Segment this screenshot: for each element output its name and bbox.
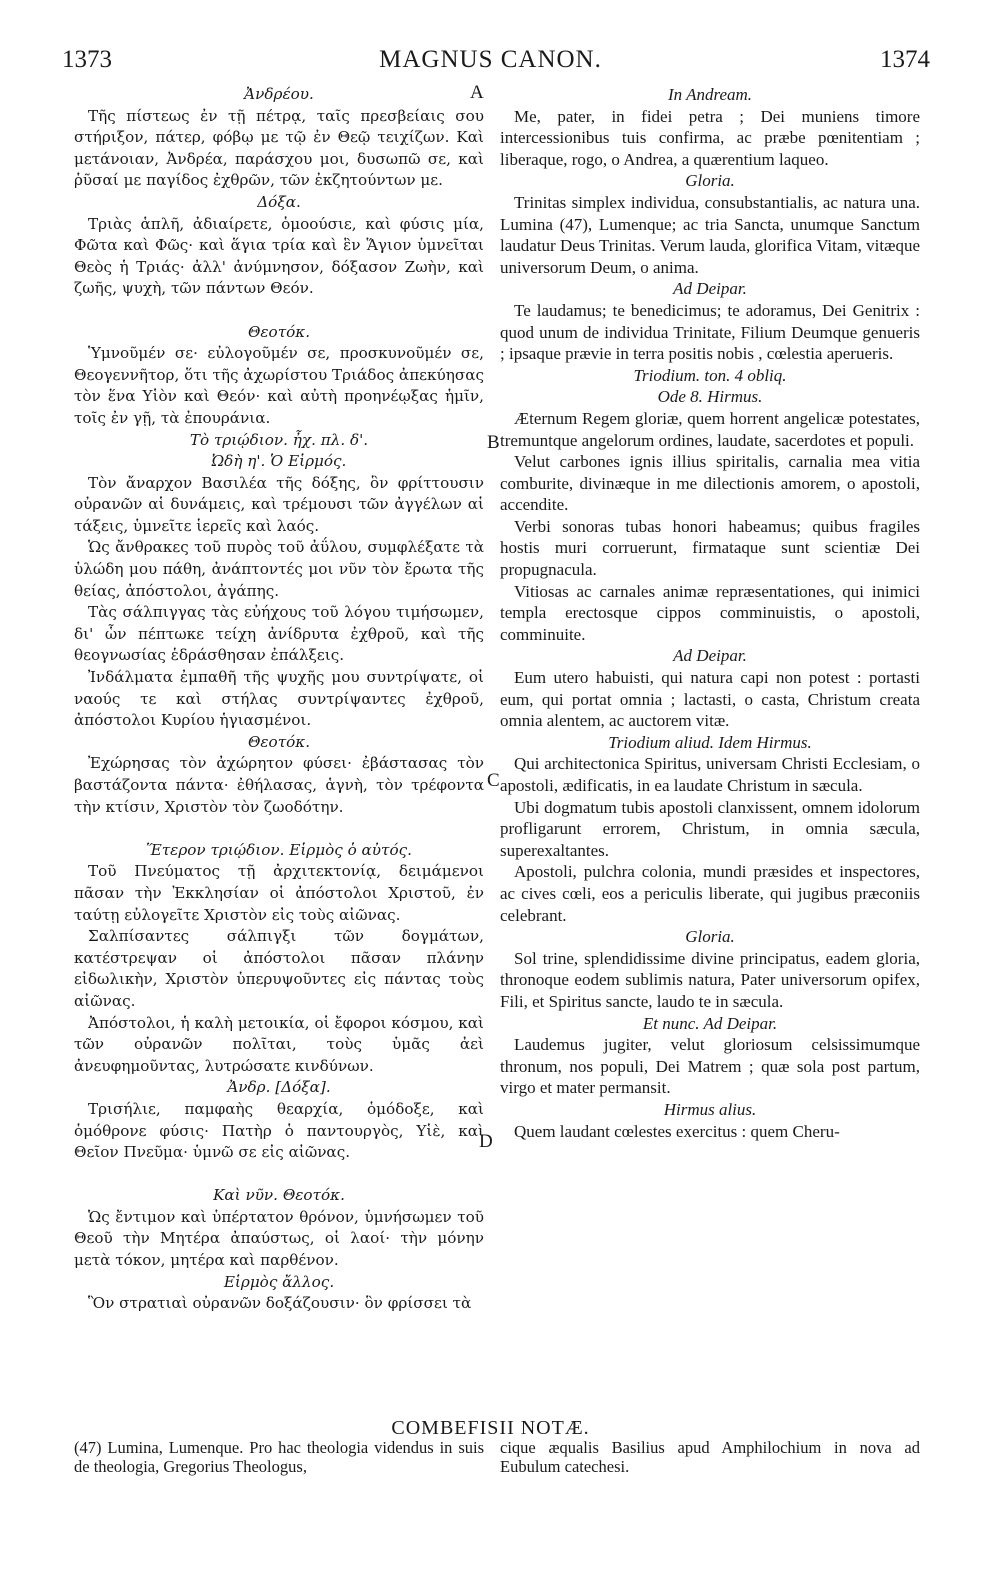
note-right: cique æqualis Basilius apud Amphilochium in nova ad Eubulum catechesi. xyxy=(500,1438,920,1476)
greek-heading: Καὶ νῦν. Θεοτόκ. xyxy=(213,1186,345,1205)
greek-paragraph: Ἐχώρησας τὸν ἀχώρητον φύσει· ἐβάστασας τὸν βαστάζοντα πάντα· ἐθήλασας, ἁγνὴ, τὸν τρέφοντα τὴν κτίσιν, Χριστὸν τὸν ζωοδότην. xyxy=(74,754,484,816)
greek-heading: Ἀνδρ. [Δόξα]. xyxy=(227,1078,331,1097)
greek-paragraph: Τοῦ Πνεύματος τῇ ἀρχιτεκτονίᾳ, δειμάμενοι πᾶσαν τὴν Ἐκκλησίαν οἱ ἀπόστολοι Χριστοῦ, ἐν ταύτῃ εὐλογεῖτε Χριστὸν εἰς τοὺς αἰῶνας. xyxy=(74,862,484,924)
latin-paragraph: Trinitas simplex individua, consubstantialis, ac natura una. Lumina (47), Lumenque; ac tria Sancta, unumque Sanctum laudatur Deus Trinitas. Verum lauda, glorifica Vitam, vitæque universorum Deum, o anima. xyxy=(500,192,920,277)
latin-paragraph: Qui architectonica Spiritus, universam Christi Ecclesiam, o apostoli, ædificatis, in ea laudate Christum in sæcula. xyxy=(500,754,920,795)
page-number-left: 1373 xyxy=(62,46,112,73)
greek-paragraph: Σαλπίσαντες σάλπιγξι τῶν δογμάτων, κατέστρεψαν οἱ ἀπόστολοι πᾶσαν πλάνην εἰδωλικὴν, Χριστὸν ὑπερυψοῦντες εἰς πάντας τοὺς αἰῶνας. xyxy=(74,927,484,1010)
running-title: MAGNUS CANON. xyxy=(379,46,602,73)
greek-heading: Δόξα. xyxy=(257,192,301,211)
greek-heading: Εἱρμὸς ἄλλος. xyxy=(223,1272,335,1291)
latin-paragraph: Æternum Regem gloriæ, quem horrent angelicæ potestates, tremuntque angelorum ordines, laudate, sacerdotes et populi. xyxy=(500,408,920,450)
latin-paragraph: Verbi sonoras tubas honori habeamus; quibus fragiles hostis muri corruerunt, firmataque sunt scientiæ Dei propugnacula. xyxy=(500,516,920,580)
greek-paragraph: Τὰς σάλπιγγας τὰς εὐήχους τοῦ λόγου τιμήσωμεν, δι' ὧν πέπτωκε τείχη ἀνίδρυτα ἐχθροῦ, καὶ τῆς θεογνωσίας ἑδράσθησαν ἐπάλξεις. xyxy=(74,603,484,665)
latin-heading: Hirmus alius. xyxy=(663,1099,757,1119)
greek-paragraph: Τρισήλιε, παμφαὴς θεαρχία, ὁμόδοξε, καὶ ὁμόθρονε φύσις· Πατὴρ ὁ παντουργὸς, Υἱὲ, καὶ Θεῖον Πνεῦμα· ὑμνῶ σε εἰς αἰῶνας. xyxy=(74,1099,484,1162)
margin-marker-c: C xyxy=(487,770,500,791)
greek-paragraph: Τὸν ἄναρχον Βασιλέα τῆς δόξης, ὃν φρίττουσιν οὐρανῶν αἱ δυνάμεις, καὶ τρέμουσι τῶν ἀγγέλων αἱ τάξεις, ὑμνεῖτε ἱερεῖς καὶ λαός. xyxy=(74,473,484,535)
latin-paragraph: Te laudamus; te benedicimus; te adoramus, Dei Genitrix : quod unum de individua Trinitate, Filium Deumque genueris ; ipsaque prævie in terra positis nobis , cœlestia aperueris. xyxy=(500,300,920,364)
latin-heading: Ad Deipar. xyxy=(673,646,747,666)
greek-paragraph: Ὃν στρατιαὶ οὐρανῶν δοξάζουσιν· ὃν φρίσσει τὰ xyxy=(88,1294,472,1313)
greek-paragraph: Τριὰς ἁπλῆ, ἀδιαίρετε, ὁμοούσιε, καὶ φύσις μία, Φῶτα καὶ Φῶς· καὶ ἅγια τρία καὶ ἓν Ἅγιον ὑμνεῖται Θεὸς ἡ Τριάς· ἀλλ' ἀνύμνησον, δόξασον Ζωὴν, καὶ ζωῆς, ψυχὴ, τῶν πάντων Θεόν. xyxy=(74,214,484,298)
latin-heading: Ad Deipar. xyxy=(673,279,747,299)
page-number-right: 1374 xyxy=(880,46,930,73)
latin-heading: Et nunc. Ad Deipar. xyxy=(642,1013,778,1033)
latin-heading: In Andream. xyxy=(667,85,753,104)
latin-paragraph: Eum utero habuisti, qui natura capi non potest : portasti eum, qui portat omnia ; lactasti, o casta, Christum creata omnia alentem, ac auctorem vitæ. xyxy=(500,668,920,731)
latin-paragraph: Apostoli, pulchra colonia, mundi præsides et inspectores, ac cives cœli, eos a periculis liberate, qui jugibus præconiis celebrant. xyxy=(500,862,920,925)
latin-heading: Triodium aliud. Idem Hirmus. xyxy=(608,732,812,752)
latin-paragraph: Quem laudant cœlestes exercitus : quem Cheru- xyxy=(514,1121,840,1141)
latin-paragraph: Vitiosas ac carnales animæ repræsentationes, qui inimici templa erectosque cippos comminuistis, o apostoli, comminuite. xyxy=(500,581,920,644)
page-header xyxy=(0,46,981,82)
greek-paragraph: Ὑμνοῦμέν σε· εὐλογοῦμέν σε, προσκυνοῦμέν σε, Θεογεννῆτορ, ὅτι τῆς ἀχωρίστου Τριάδος ἀπεκύησας τὸν ἕνα Υἱὸν καὶ Θεόν· καὶ αὐτὴ προηνέῳξας ἡμῖν, τοῖς ἐν γῇ, τὰ ἐπουράνια. xyxy=(74,344,484,427)
greek-heading: Ἕτερον τριῴδιον. Εἱρμὸς ὁ αὐτός. xyxy=(146,840,412,859)
latin-paragraph: Sol trine, splendidissime divine principatus, eadem gloria, thronoque eodem sublimis natura, Pater universorum opifex, Fili, et Spiritus sancte, laudo te in sæcula. xyxy=(500,948,920,1011)
greek-paragraph: Ἰνδάλματα ἐμπαθῆ τῆς ψυχῆς μου συντρίψατε, οἱ ναούς τε καὶ στήλας συντρίψαντες ἐχθροῦ, ἀπόστολοι Κυρίου ἡγιασμένοι. xyxy=(74,668,484,730)
greek-paragraph: Τῆς πίστεως ἐν τῇ πέτρᾳ, ταῖς πρεσβείαις σου στήριξον, πάτερ, φόβῳ με τῷ ἐν Θεῷ τειχίζων. Καὶ μετάνοιαν, Ἀνδρέα, παράσχου μοι, δυσωπῶ σε, καὶ ῥῦσαί με παγίδος ἐχθρῶν, τῶν ἐκζητούντων με. xyxy=(74,106,484,190)
latin-column xyxy=(500,84,920,1142)
latin-heading: Ode 8. Hirmus. xyxy=(657,387,763,407)
latin-paragraph: Velut carbones ignis illius spiritalis, carnalia mea vitia comburite, divinæque in me dilectionis amorem, o apostoli, accendite. xyxy=(500,452,920,515)
greek-paragraph: Ἀπόστολοι, ἡ καλὴ μετοικία, οἱ ἔφοροι κόσμου, καὶ τῶν οὐρανῶν πολῖται, τοὺς ὑμᾶς ἀεὶ ἀνευφημοῦντας, λυτρώσατε κινδύνων. xyxy=(74,1013,484,1075)
latin-paragraph: Ubi dogmatum tubis apostoli clanxissent, omnem idolorum profligarunt errorem, Christum, in omnia sæcula, superexaltantes. xyxy=(500,797,920,860)
greek-heading: Ἀνδρέου. xyxy=(244,85,314,103)
latin-paragraph: Me, pater, in fidei petra ; Dei muniens timore intercessionibus tuis confirma, ac præbe pœnitentiam ; liberaque, rogo, o Andrea, a quærentium laqueo. xyxy=(500,106,920,169)
note-left: (47) Lumina, Lumenque. Pro hac theologia videndus in suis de theologia, Gregorius Theologus, xyxy=(74,1438,484,1476)
greek-heading: Ὠδὴ η'. Ὁ Εἱρμός. xyxy=(211,452,347,471)
greek-heading: Τὸ τριῴδιον. ἦχ. πλ. δ'. xyxy=(189,430,369,449)
greek-paragraph: Ὡς ἄνθρακες τοῦ πυρὸς τοῦ ἀΰλου, συμφλέξατε τὰ ὑλώδη μου πάθη, ἀνάπτοντές μοι νῦν τὸν ἔρωτα τῆς θείας, ἀπόστολοι, ἀγάπης. xyxy=(74,538,484,600)
greek-spacer xyxy=(74,1164,484,1186)
greek-spacer xyxy=(74,818,484,840)
latin-heading: Gloria. xyxy=(685,171,735,191)
latin-heading: Triodium. ton. 4 obliq. xyxy=(633,365,787,385)
latin-heading: Gloria. xyxy=(685,927,735,947)
margin-marker-a: A xyxy=(470,82,484,103)
greek-heading: Θεοτόκ. xyxy=(247,322,311,341)
notes-title: COMBEFISII NOTÆ. xyxy=(391,1417,590,1439)
greek-column xyxy=(74,84,484,1315)
margin-marker-d: D xyxy=(479,1131,493,1152)
greek-heading: Θεοτόκ. xyxy=(247,732,311,751)
latin-paragraph: Laudemus jugiter, velut gloriosum celsissimumque thronum, nos populi, Dei Matrem ; quæ sola post partum, virgo et mater permansit. xyxy=(500,1035,920,1098)
margin-marker-b: B xyxy=(487,432,500,453)
greek-paragraph: Ὡς ἔντιμον καὶ ὑπέρτατον θρόνον, ὑμνήσωμεν τοῦ Θεοῦ τὴν Μητέρα ἀπαύστως, οἱ λαοί· τὴν μόνην μετὰ τόκον, μητέρα καὶ παρθένον. xyxy=(74,1207,484,1270)
greek-spacer xyxy=(74,300,484,322)
